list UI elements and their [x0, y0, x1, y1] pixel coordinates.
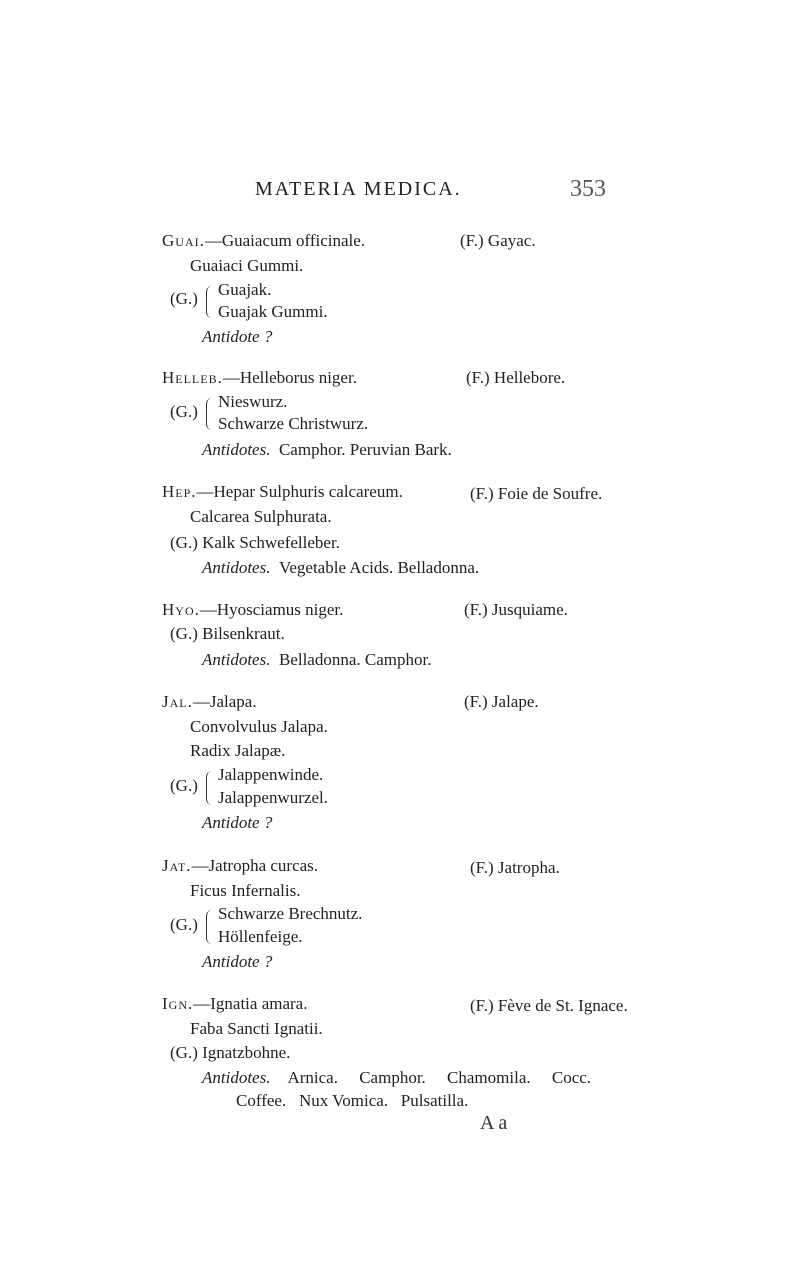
german-label: (G.) — [170, 776, 198, 795]
entry-guai-french: (F.) Gayac. — [460, 231, 536, 250]
entry-jal-german-2: Jalappenwurzel. — [218, 788, 328, 807]
antidote-list: Vegetable Acids. Belladonna. — [278, 558, 480, 577]
brace-icon — [206, 286, 215, 318]
brace-icon — [206, 398, 215, 430]
entry-hyo-french: (F.) Jusquiame. — [464, 600, 568, 619]
entry-name: —Guaiacum officinale. — [204, 231, 366, 250]
antidote-label: Antidotes. — [202, 650, 271, 669]
entry-hep-synonym: Calcarea Sulphurata. — [190, 507, 332, 526]
entry-abbreviation: Helleb. — [162, 368, 223, 387]
german-label: (G.) — [170, 915, 198, 934]
entry-abbreviation: Ign. — [162, 994, 194, 1013]
brace-icon — [206, 771, 215, 805]
entry-jal-german-1: Jalappenwinde. — [218, 765, 324, 784]
entry-jal-synonym-1: Convolvulus Jalapa. — [190, 717, 328, 736]
antidote-list: Camphor. Peruvian Bark. — [278, 440, 452, 459]
entry-helleb-heading — [162, 368, 357, 388]
antidote-list: Arnica. Camphor. Chamomila. Cocc. — [287, 1068, 592, 1087]
brace-icon — [206, 910, 215, 944]
entry-guai-heading — [162, 231, 365, 251]
entry-ign-antidotes-cont: Coffee. Nux Vomica. Pulsatilla. — [236, 1091, 469, 1110]
entry-hep-antidotes — [202, 558, 479, 578]
entry-jal-synonym-2: Radix Jalapæ. — [190, 741, 286, 760]
entry-name: —Jalapa. — [192, 692, 257, 711]
entry-hep-french: (F.) Foie de Soufre. — [470, 484, 603, 503]
entry-jat-synonym: Ficus Infernalis. — [190, 881, 301, 900]
entry-hyo-heading — [162, 600, 343, 620]
antidote-label: Antidotes. — [202, 558, 271, 577]
entry-name: —Jatropha curcas. — [191, 856, 319, 875]
entry-ign-antidotes — [202, 1068, 591, 1088]
entry-ign-synonym: Faba Sancti Ignatii. — [190, 1019, 323, 1038]
entry-jal-french: (F.) Jalape. — [464, 692, 539, 711]
entry-ign-german: (G.) Ignatzbohne. — [170, 1043, 291, 1062]
entry-jal-heading — [162, 692, 257, 712]
entry-abbreviation: Jat. — [162, 856, 192, 875]
entry-jal-antidote: Antidote ? — [202, 813, 273, 832]
entry-name: —Ignatia amara. — [193, 994, 308, 1013]
entry-guai-antidote: Antidote ? — [202, 327, 273, 346]
signature-mark: A a — [480, 1112, 508, 1134]
entry-abbreviation: Guai. — [162, 231, 205, 250]
antidote-list: Belladonna. Camphor. — [278, 650, 432, 669]
running-title: MATERIA MEDICA. — [255, 178, 462, 200]
entry-helleb-german-1: Nieswurz. — [218, 392, 288, 411]
entry-ign-french: (F.) Fève de St. Ignace. — [470, 996, 628, 1015]
entry-jat-antidote: Antidote ? — [202, 952, 273, 971]
german-label: (G.) — [170, 402, 198, 421]
entry-guai-german-1: Guajak. — [218, 280, 272, 299]
entry-hyo-german: (G.) Bilsenkraut. — [170, 624, 285, 643]
entry-hep-heading — [162, 482, 403, 502]
entry-guai-synonym: Guaiaci Gummi. — [190, 256, 304, 275]
entry-abbreviation: Hep. — [162, 482, 197, 501]
entry-jat-german-1: Schwarze Brechnutz. — [218, 904, 363, 923]
entry-abbreviation: Hyo. — [162, 600, 200, 619]
entry-name: —Helleborus niger. — [222, 368, 357, 387]
page-number: 353 — [570, 176, 606, 202]
entry-ign-heading — [162, 994, 307, 1014]
entry-name: —Hepar Sulphuris calcareum. — [196, 482, 403, 501]
german-label: (G.) — [170, 289, 198, 308]
entry-hyo-antidotes — [202, 650, 431, 670]
entry-guai-german-2: Guajak Gummi. — [218, 302, 328, 321]
entry-jat-german-2: Höllenfeige. — [218, 927, 303, 946]
entry-hep-german: (G.) Kalk Schwefelleber. — [170, 533, 340, 552]
entry-name: —Hyosciamus niger. — [199, 600, 344, 619]
entry-jat-french: (F.) Jatropha. — [470, 858, 560, 877]
entry-helleb-antidotes — [202, 440, 452, 460]
entry-abbreviation: Jal. — [162, 692, 193, 711]
entry-helleb-french: (F.) Hellebore. — [466, 368, 566, 387]
antidote-label: Antidotes. — [202, 440, 271, 459]
entry-jat-heading — [162, 856, 318, 876]
antidote-label: Antidotes. — [202, 1068, 271, 1087]
entry-helleb-german-2: Schwarze Christwurz. — [218, 414, 369, 433]
